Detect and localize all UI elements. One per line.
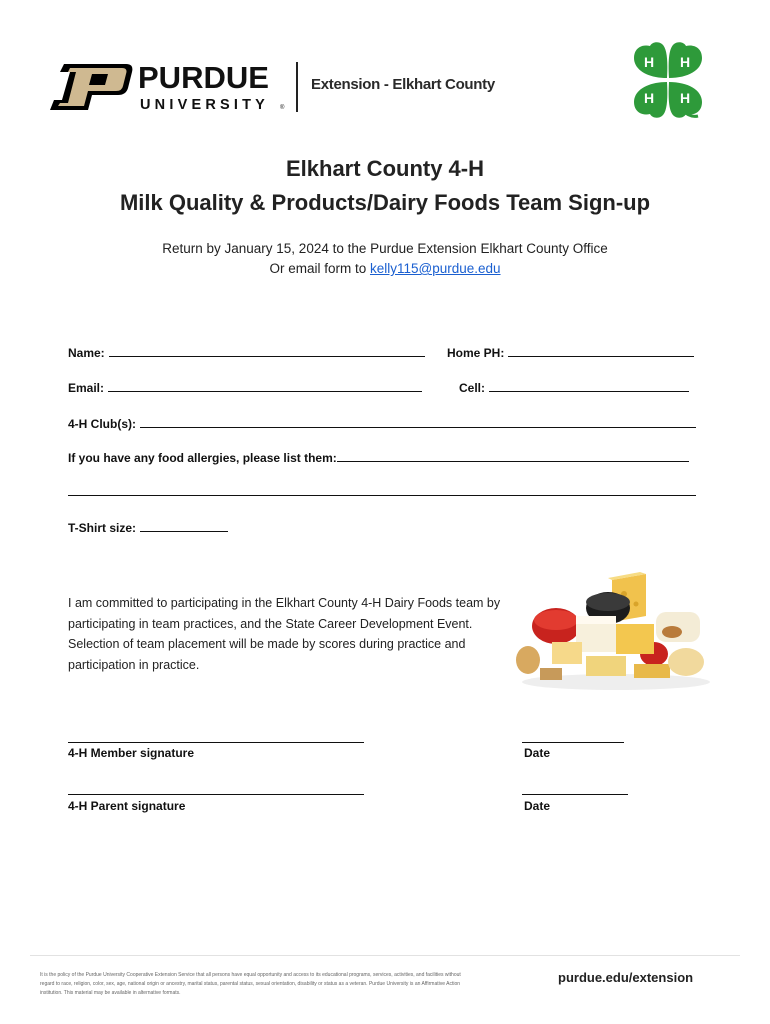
return-instructions: Return by January 15, 2024 to the Purdue Extension Elkhart County Office bbox=[162, 241, 608, 256]
allergy-field bbox=[68, 451, 689, 465]
purdue-p-motif-icon bbox=[50, 64, 132, 110]
home-phone-input-line[interactable] bbox=[508, 346, 694, 357]
footer-disclaimer: It is the policy of the Purdue University Cooperative Extension Service that all persons have equal opportunity and access to its educational programs, services, activities, and facilities without regard to race, religion, color, sex, age, national origin or ancestry, marital status, parental status, sexual orientation, disability or status as a veteran. Purdue University is an Affirmative Action institution. This material may be available in alternative formats. bbox=[40, 972, 461, 996]
dairy-foods-image bbox=[516, 572, 712, 692]
club-input-line[interactable] bbox=[140, 417, 696, 428]
allergy-label: If you have any food allergies, please list them: bbox=[68, 451, 337, 465]
name-label: Name: bbox=[68, 346, 105, 360]
member-date-label: Date bbox=[524, 746, 551, 760]
allergy-input-line[interactable] bbox=[337, 451, 689, 462]
clover-leaf-letter: H bbox=[680, 90, 691, 106]
email-input-line[interactable] bbox=[108, 381, 422, 392]
home-phone-field bbox=[447, 346, 694, 360]
tshirt-label: T-Shirt size: bbox=[68, 521, 137, 535]
commitment-statement: I am committed to participating in the Elkhart County 4-H Dairy Foods team by participating in team practices, and the State Career Development Event. Selection of team placement will be made by scores during practice and participation in practice. bbox=[68, 596, 501, 672]
email-prefix: Or email form to bbox=[269, 261, 370, 276]
extension-county-label: Extension - Elkhart County bbox=[311, 76, 495, 93]
clover-leaf-letter: H bbox=[680, 54, 691, 70]
footer-divider bbox=[30, 955, 740, 956]
cell-field bbox=[459, 381, 689, 395]
club-field bbox=[68, 417, 696, 431]
footer-website-link[interactable]: purdue.edu/extension bbox=[558, 970, 694, 985]
member-signature-line[interactable] bbox=[68, 741, 364, 743]
club-label: 4-H Club(s): bbox=[68, 417, 136, 431]
email-label: Email: bbox=[68, 381, 105, 395]
cell-input-line[interactable] bbox=[489, 381, 689, 392]
name-input-line[interactable] bbox=[109, 346, 425, 357]
parent-date-line[interactable] bbox=[522, 793, 628, 795]
email-link[interactable]: kelly115@purdue.edu bbox=[369, 261, 501, 276]
home-phone-label: Home PH: bbox=[447, 346, 505, 360]
4h-clover-icon bbox=[628, 40, 708, 122]
parent-date-label: Date bbox=[524, 799, 551, 813]
email-instructions bbox=[0, 261, 770, 276]
clover-leaf-letter: H bbox=[644, 90, 655, 106]
purdue-wordmark: PURDUE bbox=[138, 60, 269, 95]
clover-leaf-letter: H bbox=[644, 54, 655, 70]
allergy-extra-input-line[interactable] bbox=[68, 494, 696, 496]
member-date-line[interactable] bbox=[522, 741, 624, 743]
parent-signature-line[interactable] bbox=[68, 793, 364, 795]
name-field bbox=[68, 346, 425, 360]
cell-label: Cell: bbox=[459, 381, 486, 395]
email-field bbox=[68, 381, 422, 395]
tshirt-field bbox=[68, 521, 228, 535]
page-title: Elkhart County 4-H bbox=[285, 156, 485, 181]
university-wordmark: UNIVERSITY bbox=[140, 97, 270, 113]
purdue-university-logo bbox=[48, 58, 288, 114]
tshirt-input-line[interactable] bbox=[140, 521, 228, 532]
parent-signature-label: 4-H Parent signature bbox=[68, 799, 186, 813]
page-subtitle: Milk Quality & Products/Dairy Foods Team Sign-up bbox=[119, 190, 651, 215]
logo-divider bbox=[296, 62, 298, 112]
member-signature-label: 4-H Member signature bbox=[68, 746, 195, 760]
registered-mark: ® bbox=[280, 105, 285, 111]
